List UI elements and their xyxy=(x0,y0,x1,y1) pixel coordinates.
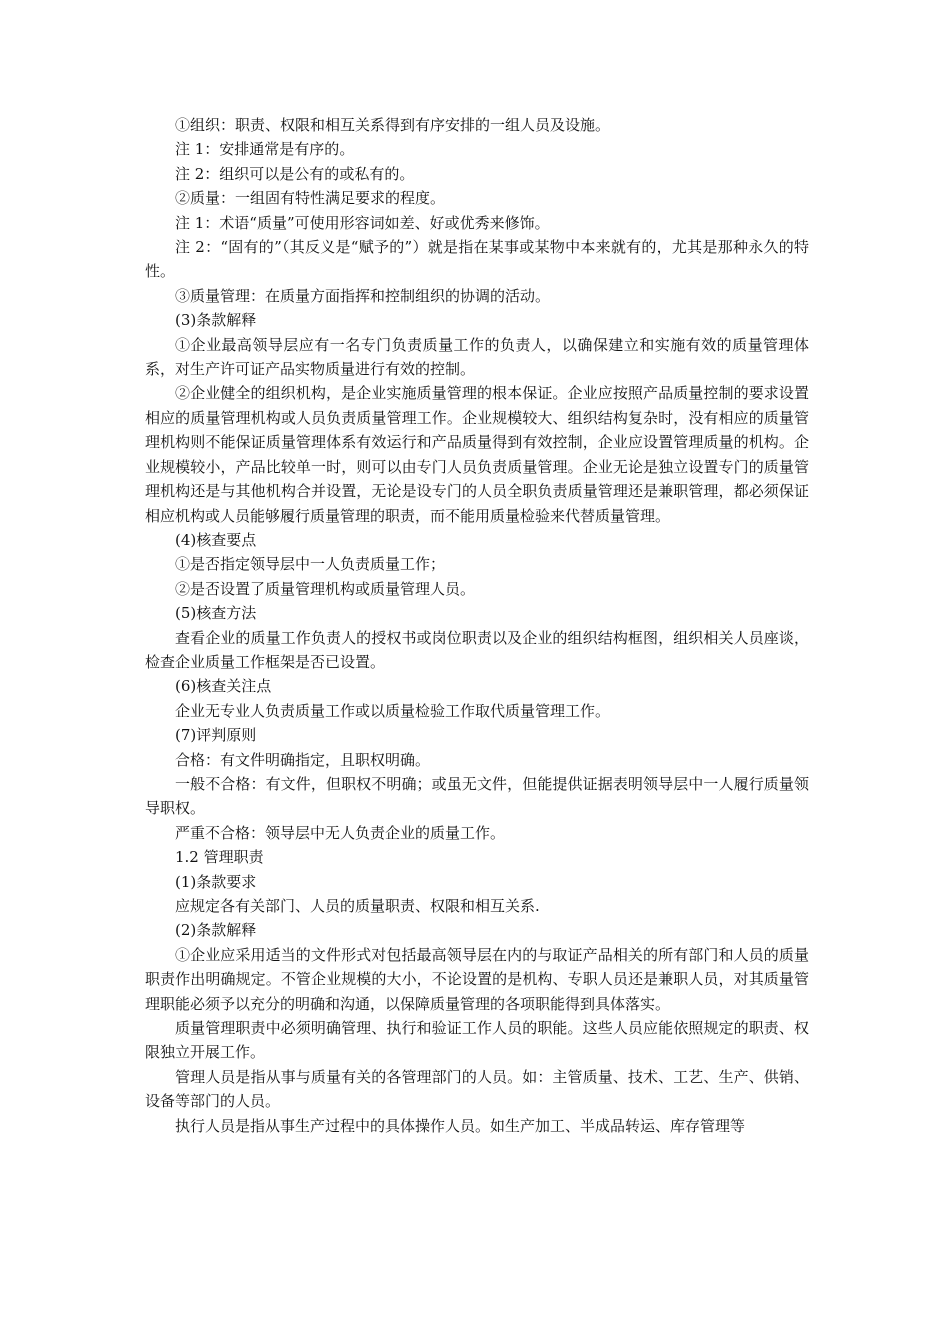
paragraph: 合格：有文件明确指定，且职权明确。 xyxy=(175,750,431,769)
paragraph: 质量管理职责中必须明确管理、执行和验证工作人员的职能。这些人员应能依照规定的职责、权限独立开展工作。 xyxy=(145,1019,809,1062)
paragraph: ①是否指定领导层中一人负责质量工作； xyxy=(175,555,446,574)
paragraph: ①企业应采用适当的文件形式对包括最高领导层在内的与取证产品相关的所有部门和人员的质量职责作出明确规定。不管企业规模的大小，不论设置的是机构、专职人员还是兼职人员，对其质量管理职能必须予以充分的明确和沟通，以保障质量管理的各项职能得到具体落实。 xyxy=(145,945,809,1013)
paragraph: 管理人员是指从事与质量有关的各管理部门的人员。如：主管质量、技术、工艺、生产、供销、设备等部门的人员。 xyxy=(145,1067,809,1111)
paragraph: 注 2：组织可以是公有的或私有的。 xyxy=(175,164,415,183)
paragraph: ②企业健全的组织机构，是企业实施质量管理的根本保证。企业应按照产品质量控制的要求设置相应的质量管理机构或人员负责质量管理工作。企业规模较大、组织结构复杂时，没有相应的质量管理机构则不能保证质量管理体系有效运行和产品质量得到有效控制，企业应设置管理质量的机构。企业规模较小，产品比较单一时，则可以由专门人员负责质量管理。企业无论是独立设置专门的质量管理机构还是与其他机构合并设置，无论是设专门的人员全职负责质量管理还是兼职管理，都必须保证相应机构或人员能够履行质量管理的职责，而不能用质量检验来代替质量管理。 xyxy=(145,384,809,525)
section-heading: (4)核查要点 xyxy=(175,530,257,549)
paragraph: 查看企业的质量工作负责人的授权书或岗位职责以及企业的组织结构框图，组织相关人员座谈，检查企业质量工作框架是否已设置。 xyxy=(145,628,809,671)
section-heading: 1.2 管理职责 xyxy=(175,848,264,867)
document-body xyxy=(145,113,809,1138)
paragraph: ③质量管理：在质量方面指挥和控制组织的协调的活动。 xyxy=(175,286,551,305)
paragraph: 执行人员是指从事生产过程中的具体操作人员。如生产加工、半成品转运、库存管理等 xyxy=(175,1116,746,1135)
paragraph: 应规定各有关部门、人员的质量职责、权限和相互关系. xyxy=(175,897,540,915)
section-heading: (5)核查方法 xyxy=(175,604,257,623)
section-heading: (2)条款解释 xyxy=(175,921,257,940)
paragraph: ②是否设置了质量管理机构或质量管理人员。 xyxy=(175,579,476,598)
paragraph: 企业无专业人负责质量工作或以质量检验工作取代质量管理工作。 xyxy=(175,701,611,720)
section-heading: (1)条款要求 xyxy=(175,872,257,891)
paragraph: ②质量：一组固有特性满足要求的程度。 xyxy=(175,189,446,208)
section-heading: (6)核查关注点 xyxy=(175,677,272,696)
paragraph: ①企业最高领导层应有一名专门负责质量工作的负责人，以确保建立和实施有效的质量管理体系，对生产许可证产品实物质量进行有效的控制。 xyxy=(145,335,809,379)
paragraph: ①组织：职责、权限和相互关系得到有序安排的一组人员及设施。 xyxy=(175,116,611,134)
paragraph: 注 2：“固有的”（其反义是“赋予的”）就是指在某事或某物中本来就有的，尤其是那种永久的特性。 xyxy=(145,238,809,281)
section-heading: (3)条款解释 xyxy=(175,311,257,330)
paragraph: 注 1：术语“质量”可使用形容词如差、好或优秀来修饰。 xyxy=(175,213,550,232)
paragraph: 严重不合格：领导层中无人负责企业的质量工作。 xyxy=(175,823,506,842)
paragraph: 注 1：安排通常是有序的。 xyxy=(175,140,355,159)
paragraph: 一般不合格：有文件，但职权不明确；或虽无文件，但能提供证据表明领导层中一人履行质量领导职权。 xyxy=(145,774,809,818)
section-heading: (7)评判原则 xyxy=(175,726,257,745)
